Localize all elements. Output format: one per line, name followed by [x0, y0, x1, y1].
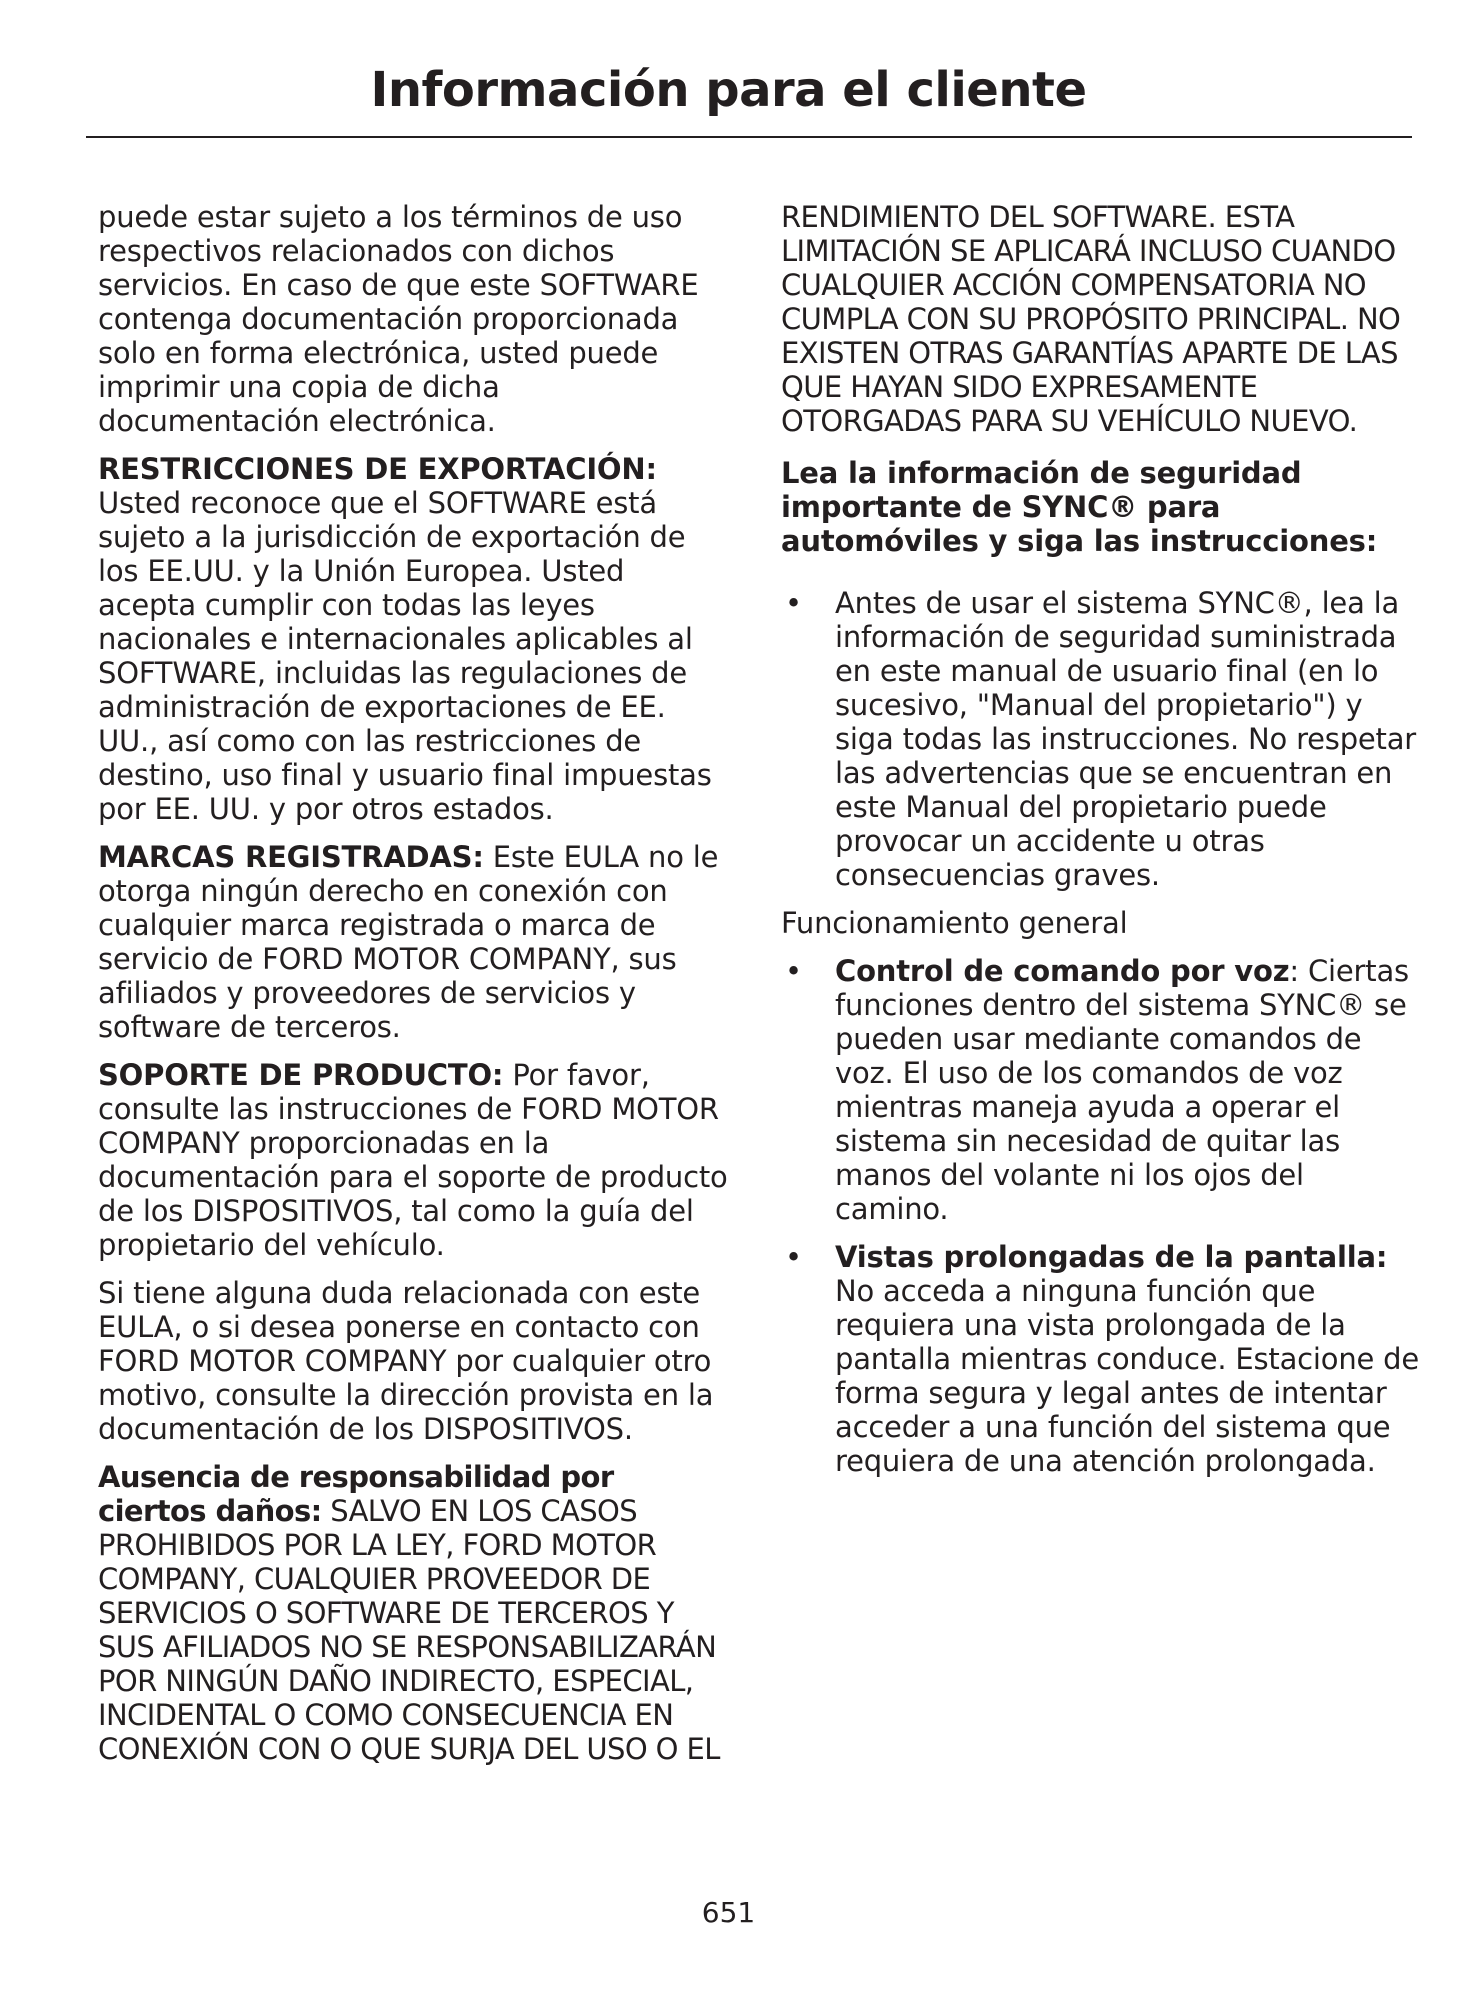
liability-text: SALVO EN LOS CASOS PROHIBIDOS POR LA LEY, FORD MOTOR COMPANY, CUALQUIER PROVEEDOR DE SERVICIOS O SOFTWARE DE TERCEROS Y SUS AFILIADOS NO SE RESPONSABILIZARÁN POR NINGÚN DAÑO INDIRECTO, ESPECIAL, INCIDENTAL O COMO CONSECUENCIA EN CONEXIÓN CON O QUE SURJA DEL USO O EL [98, 1494, 720, 1766]
trademarks-text: Este EULA no le otorga ningún derecho en conexión con cualquier marca registrada o marca de servicio de FORD MOTOR COMPANY, sus afiliados y proveedores de servicios y software de terceros. [98, 840, 719, 1044]
voice-control-bullet-item [781, 954, 1421, 1226]
general-operation-label: Funcionamiento general [781, 906, 1128, 940]
liability-paragraph [98, 1460, 730, 1766]
voice-control-label: Control de comando por voz [835, 954, 1290, 988]
intro-paragraph: puede estar sujeto a los términos de uso respectivos relacionados con dichos servicios. En caso de que este SOFTWARE contenga documentación proporcionada solo en forma electrónica, usted puede imprimir una copia de dicha documentación electrónica. [98, 200, 699, 438]
right-column [781, 200, 1421, 1492]
safety-bullet-text: Antes de usar el sistema SYNC®, lea la información de seguridad suministrada en este manual de usuario final (en lo sucesivo, "Manual del propietario") y siga todas las instrucciones. No respetar las advertencias que se encuentran en este Manual del propietario puede provocar un accidente u otras consecuencias graves. [835, 586, 1417, 892]
page-title: Información para el cliente [370, 62, 1087, 118]
screen-view-text: No acceda a ninguna función que requiera una vista prolongada de la pantalla mientras conduce. Estacione de forma segura y legal antes de intentar acceder a una función del sistema que requiera de una atención prolongada. [835, 1274, 1420, 1478]
contact-paragraph: Si tiene alguna duda relacionada con este EULA, o si desea ponerse en contacto con FORD MOTOR COMPANY por cualquier otro motivo, consulte la dirección provista en la documentación de los DISPOSITIVOS. [98, 1276, 714, 1446]
safety-heading: Lea la información de seguridad importante de SYNC® para automóviles y siga las instrucciones: [781, 456, 1378, 558]
screen-view-label: Vistas prolongadas de la pantalla: [835, 1240, 1388, 1274]
warranty-continuation-paragraph: RENDIMIENTO DEL SOFTWARE. ESTA LIMITACIÓN SE APLICARÁ INCLUSO CUANDO CUALQUIER ACCIÓN COMPENSATORIA NO CUMPLA CON SU PROPÓSITO PRINCIPAL. NO EXISTEN OTRAS GARANTÍAS APARTE DE LAS QUE HAYAN SIDO EXPRESAMENTE OTORGADAS PARA SU VEHÍCULO NUEVO. [781, 200, 1401, 438]
safety-bullet-item [781, 586, 1421, 892]
voice-control-text: : Ciertas funciones dentro del sistema SYNC® se pueden usar mediante comandos de voz. El uso de los comandos de voz mientras maneja ayuda a operar el sistema sin necesidad de quitar las manos del volante ni los ojos del camino. [835, 954, 1409, 1226]
trademarks-paragraph [98, 840, 730, 1044]
trademarks-label: MARCAS REGISTRADAS: [98, 840, 484, 874]
product-support-text: Por favor, consulte las instrucciones de FORD MOTOR COMPANY proporcionadas en la documentación para el soporte de producto de los DISPOSITIVOS, tal como la guía del propietario del vehículo. [98, 1058, 728, 1262]
export-restrictions-paragraph [98, 452, 730, 826]
liability-label: Ausencia de responsabilidad por ciertos daños: [98, 1460, 614, 1528]
screen-view-bullet-item [781, 1240, 1421, 1478]
product-support-label: SOPORTE DE PRODUCTO: [98, 1058, 504, 1092]
bullet-marker: • [785, 586, 802, 620]
bullet-marker: • [785, 1240, 802, 1274]
export-restrictions-text: Usted reconoce que el SOFTWARE está sujeto a la jurisdicción de exportación de los EE.UU. y la Unión Europea. Usted acepta cumplir con todas las leyes nacionales e internacionales aplicables al SOFTWARE, incluidas las regulaciones de administración de exportaciones de EE. UU., así como con las restricciones de destino, uso final y usuario final impuestas por EE. UU. y por otros estados. [98, 486, 712, 826]
bullet-marker: • [785, 954, 802, 988]
page-number: 651 [701, 1896, 756, 1929]
left-column [98, 200, 730, 1780]
product-support-paragraph [98, 1058, 730, 1262]
export-restrictions-label: RESTRICCIONES DE EXPORTACIÓN: [98, 452, 657, 486]
header-divider [86, 136, 1412, 138]
